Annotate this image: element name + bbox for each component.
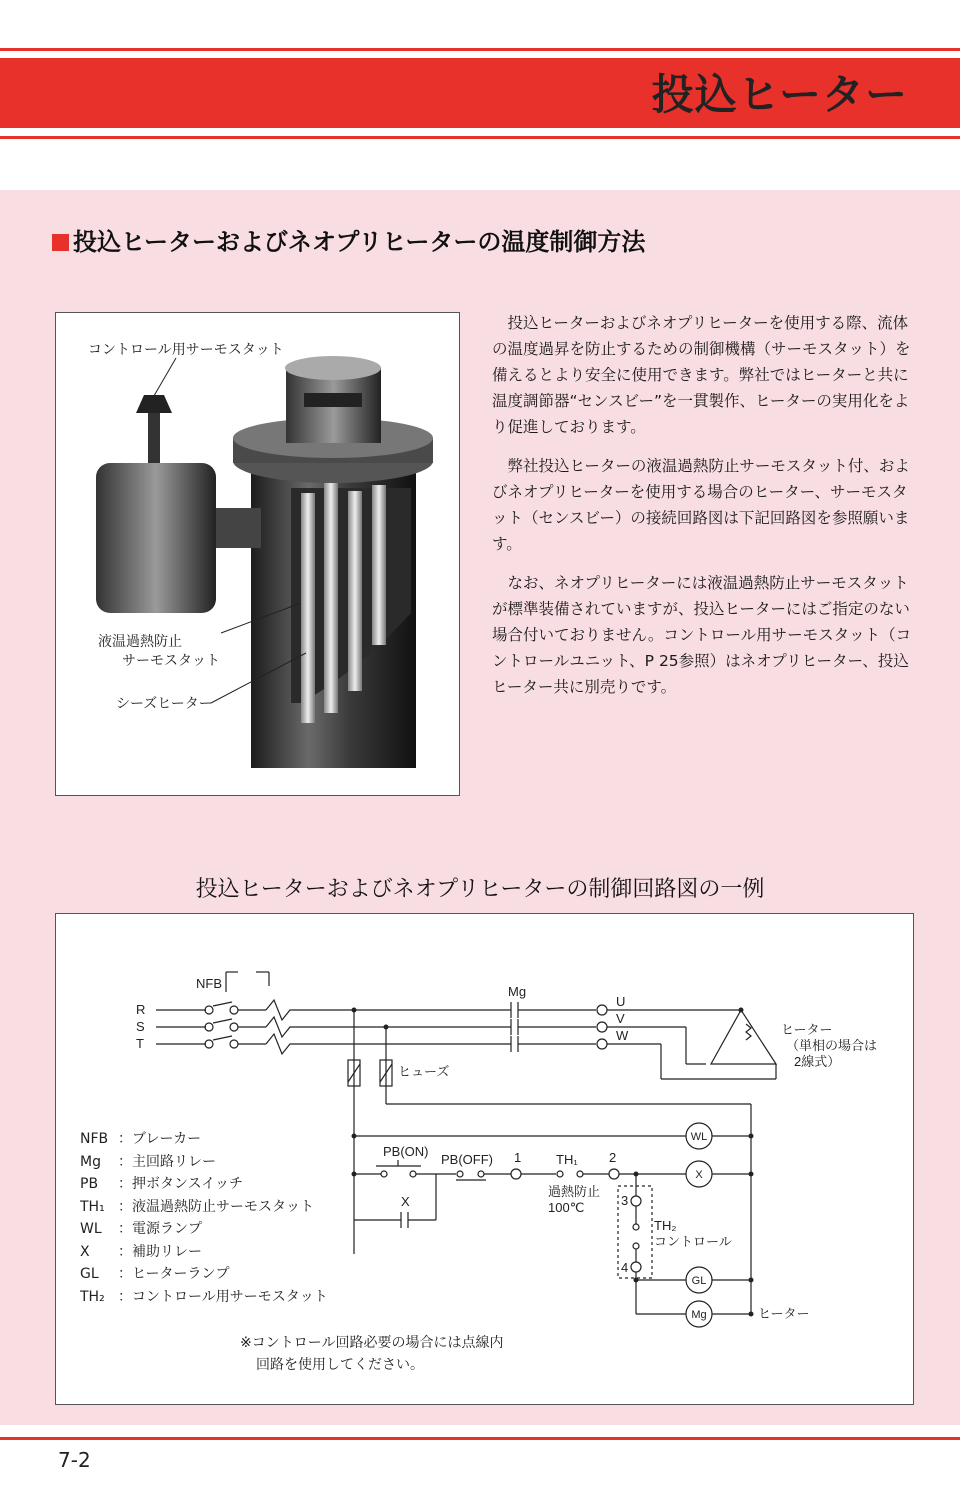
label-overheat-1: 液温過熱防止 bbox=[98, 634, 182, 650]
pb-on-label: PB(ON) bbox=[383, 1144, 429, 1159]
mg-contact-label: Mg bbox=[508, 984, 527, 999]
t-label: T bbox=[136, 1036, 144, 1051]
heater-illustration bbox=[56, 313, 459, 795]
body-text bbox=[492, 310, 922, 713]
wl-lamp-label: WL bbox=[690, 1131, 708, 1143]
paragraph-2: 弊社投込ヒーターの液温過熱防止サーモスタット付、およびネオプリヒーターを使用する場合のヒーター、サーモスタット（センスビー）の接続回路図は下記回路図を参照願います。 bbox=[492, 457, 910, 553]
page-title: 投込ヒーター bbox=[651, 70, 908, 119]
legend-item: TH₁ ：液温過熱防止サーモスタット bbox=[80, 1198, 314, 1215]
control-label: コントロール bbox=[654, 1234, 732, 1249]
legend-item: TH₂ ：コントロール用サーモスタット bbox=[80, 1288, 328, 1305]
r-label: R bbox=[136, 1002, 146, 1017]
pb-off-label: PB(OFF) bbox=[441, 1152, 493, 1167]
label-control-thermostat: コントロール用サーモスタット bbox=[88, 342, 284, 358]
u-label: U bbox=[616, 994, 626, 1009]
node-4-label: 4 bbox=[621, 1260, 629, 1275]
gl-lamp-label: GL bbox=[691, 1275, 707, 1287]
nfb-label: NFB bbox=[196, 976, 222, 991]
node-3-label: 3 bbox=[621, 1193, 629, 1208]
legend-item: Mg ：主回路リレー bbox=[80, 1153, 216, 1170]
page-number: 7-2 bbox=[58, 1448, 91, 1472]
section-title: 投込ヒーターおよびネオプリヒーターの温度制御方法 bbox=[52, 222, 645, 257]
mg-coil-label: Mg bbox=[691, 1309, 707, 1321]
legend-item: X ：補助リレー bbox=[80, 1243, 202, 1260]
heater-label-1: ヒーター bbox=[781, 1022, 833, 1037]
fuse-label: ヒューズ bbox=[398, 1064, 450, 1079]
header-rule-top bbox=[0, 48, 960, 51]
heater-label-2: （単相の場合は bbox=[786, 1038, 878, 1053]
legend-item: PB ：押ボタンスイッチ bbox=[80, 1176, 244, 1192]
overheat-label: 過熱防止 bbox=[548, 1184, 601, 1199]
paragraph-1: 投込ヒーターおよびネオプリヒーターを使用する際、流体の温度過昇を防止するための制御機構（サーモスタット）を備えるとより安全に使用できます。弊社ではヒーターと共に温度調節器“センスビー”を一貫製作、ヒーターの実用化をより促進しております。 bbox=[492, 314, 911, 436]
legend-item: WL ：電源ランプ bbox=[80, 1221, 202, 1237]
heater-out-label: ヒーター bbox=[758, 1306, 810, 1321]
diagram-title: 投込ヒーターおよびネオプリヒーターの制御回路図の一例 bbox=[195, 877, 765, 902]
note bbox=[240, 1332, 503, 1376]
node-2-label: 2 bbox=[609, 1150, 617, 1165]
x-relay-label: X bbox=[695, 1169, 703, 1181]
v-label: V bbox=[616, 1011, 625, 1026]
note-line-1: ※コントロール回路必要の場合には点線内 bbox=[240, 1335, 504, 1351]
node-1-label: 1 bbox=[514, 1150, 522, 1165]
note-line-2: 回路を使用してください。 bbox=[256, 1357, 424, 1373]
s-label: S bbox=[136, 1019, 145, 1034]
legend-item: GL ：ヒーターランプ bbox=[80, 1266, 230, 1282]
legend bbox=[80, 1128, 328, 1308]
label-overheat-2: サーモスタット bbox=[122, 653, 220, 669]
header-rule-bottom bbox=[0, 136, 960, 139]
th1-label: TH₁ bbox=[556, 1152, 578, 1167]
legend-item: NFB ：ブレーカー bbox=[80, 1131, 202, 1147]
th2-label: TH₂ bbox=[654, 1218, 677, 1233]
w-label: W bbox=[616, 1028, 629, 1043]
paragraph-3: なお、ネオプリヒーターには液温過熱防止サーモスタットが標準装備されていますが、投込ヒーターにはご指定のない場合付いておりません。コントロール用サーモスタット（コントロールユニット、P 25参照）はネオプリヒーター、投込ヒーター共に別売りです。 bbox=[492, 574, 912, 696]
footer-rule bbox=[0, 1437, 960, 1440]
heater-photo bbox=[55, 312, 460, 796]
label-sheath-heater: シーズヒーター bbox=[116, 696, 213, 712]
temp-label: 100℃ bbox=[548, 1200, 585, 1215]
heater-label-3: 2線式） bbox=[794, 1054, 841, 1069]
red-square-icon bbox=[52, 234, 69, 251]
x-contact-label: X bbox=[401, 1194, 410, 1209]
